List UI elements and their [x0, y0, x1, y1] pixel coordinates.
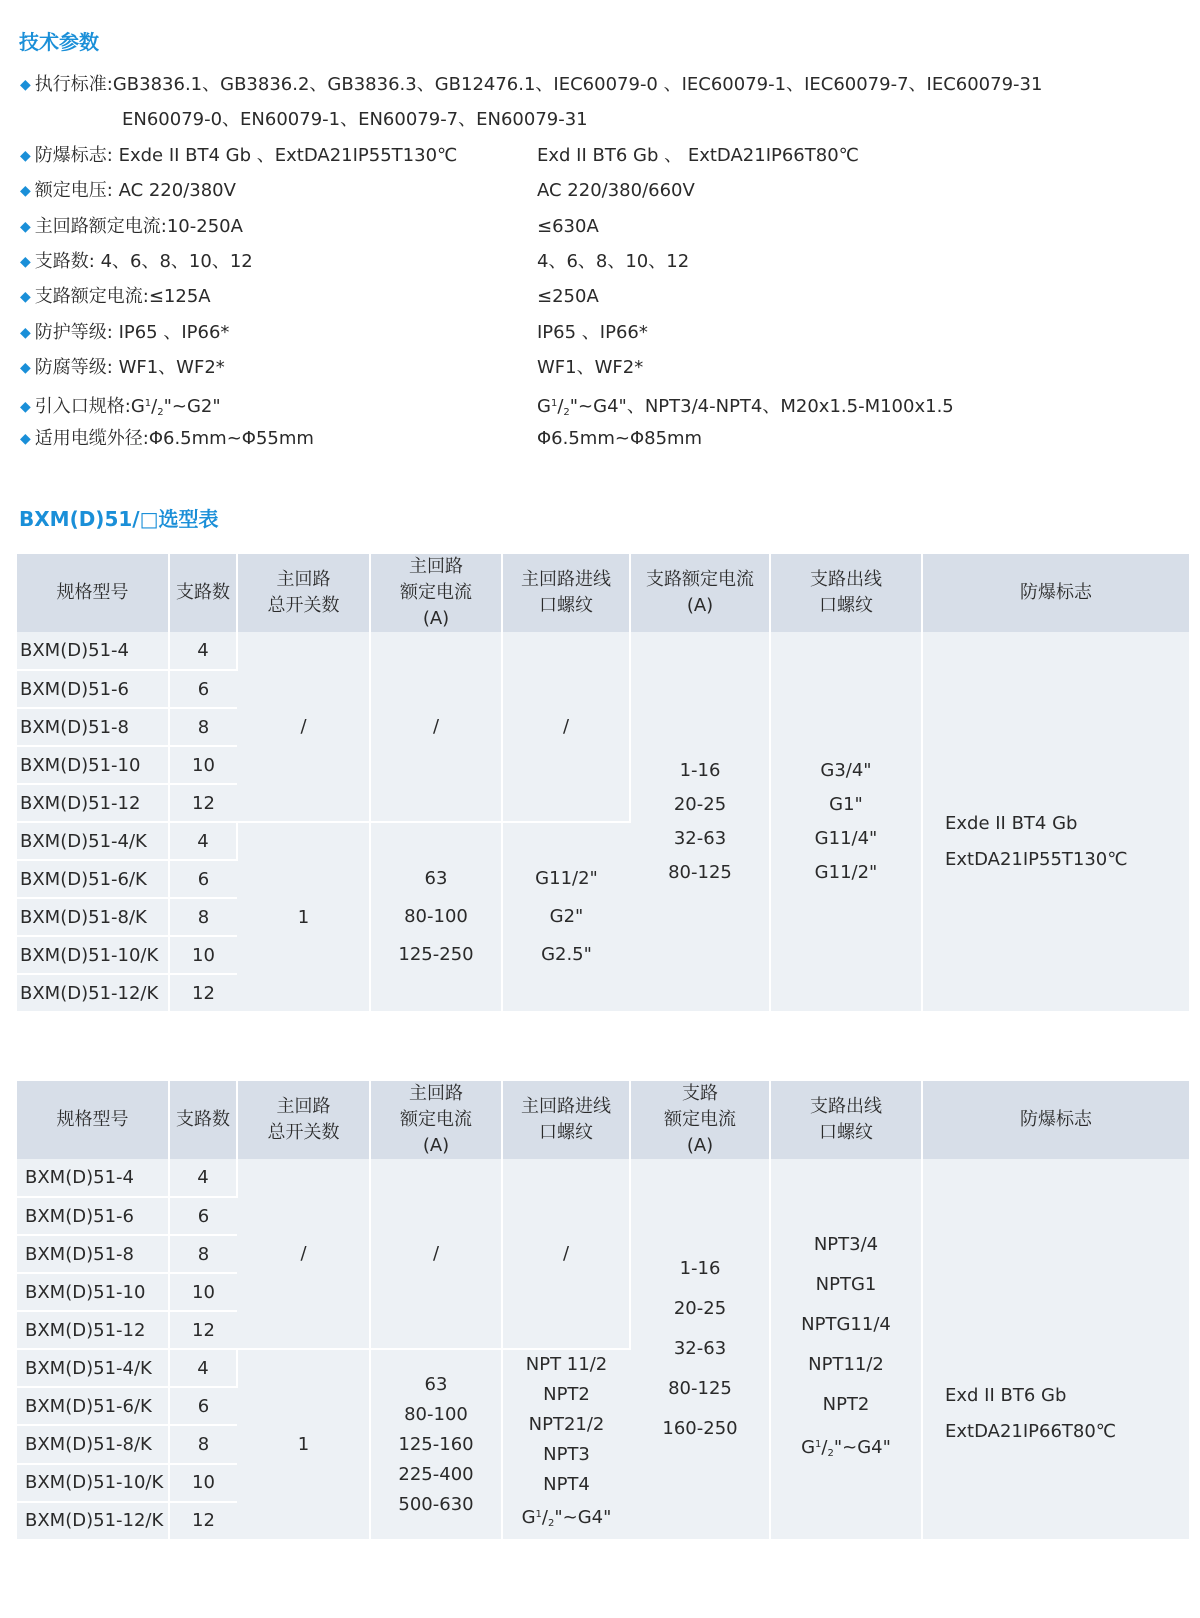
fraction-slash: / — [151, 395, 158, 417]
branch-count-cell: 4 — [169, 1349, 237, 1387]
stacked-value: NPT3/4 — [813, 1233, 879, 1255]
spec-value2: Φ6.5mm~Φ85mm — [537, 427, 703, 449]
fraction-denominator: 2 — [563, 406, 570, 418]
spec-value2: IP65 、IP66* — [537, 321, 648, 343]
model-cell: BXM(D)51-10/K — [17, 936, 169, 974]
stacked-value: NPT 11/2 — [525, 1354, 608, 1375]
spec-label: 主回路额定电流:10-250A — [34, 215, 243, 237]
bullet-diamond-icon: ◆ — [20, 253, 31, 270]
spec-row-standard-cont — [20, 103, 1180, 138]
spec-row — [20, 174, 1180, 209]
fraction-slash: / — [557, 395, 564, 417]
column-header: 支路数 — [169, 554, 237, 632]
stacked-value: G1" — [829, 793, 863, 815]
spec-row — [20, 210, 1180, 245]
spec-value2: Exd II BT6 Gb 、 ExtDA21IP66T80℃ — [537, 144, 859, 166]
model-cell: BXM(D)51-6 — [17, 670, 169, 708]
main-thread-cell — [502, 1349, 630, 1540]
stacked-value: 80-125 — [668, 861, 732, 883]
fraction-denominator: 2 — [547, 1518, 555, 1529]
fraction-pre: G — [801, 1436, 816, 1458]
branch-count-cell: 10 — [169, 746, 237, 784]
spec-row-standard — [20, 68, 1180, 103]
branch-current-cell — [630, 1159, 770, 1540]
merged-cell: / — [237, 1159, 370, 1349]
stacked-value: 160-250 — [662, 1418, 738, 1439]
spec-row — [20, 245, 1180, 280]
model-cell: BXM(D)51-8 — [17, 708, 169, 746]
spec-row-inlet — [20, 387, 1180, 422]
column-header: 规格型号 — [17, 554, 169, 632]
stacked-value-fraction — [503, 1500, 630, 1539]
stacked-value: 63 — [424, 1373, 448, 1395]
spec-row-cable — [20, 422, 1180, 460]
branch-count-cell: 10 — [169, 936, 237, 974]
stacked-value: G2.5" — [541, 944, 592, 965]
branch-count-cell: 6 — [169, 1197, 237, 1235]
fraction-post: "~G4" — [554, 1507, 612, 1528]
fraction-numerator: 1 — [550, 397, 558, 409]
stacked-value: 80-100 — [404, 1403, 468, 1425]
stacked-value: NPT2 — [822, 1393, 870, 1415]
stacked-value: 20-25 — [673, 793, 727, 815]
stacked-value: 1-16 — [679, 1258, 721, 1279]
column-header: 支路 额定电流 (A) — [630, 1081, 770, 1159]
fraction-slash: / — [821, 1436, 828, 1458]
bullet-diamond-icon: ◆ — [20, 360, 31, 377]
model-cell: BXM(D)51-10 — [17, 746, 169, 784]
bullet-diamond-icon: ◆ — [20, 218, 31, 235]
section-title-tech-params: 技术参数 — [19, 30, 99, 54]
merged-cell: / — [502, 632, 630, 822]
spec-row — [20, 316, 1180, 351]
spec-row — [20, 139, 1180, 174]
column-header: 主回路 额定电流 (A) — [370, 554, 502, 632]
stacked-value: Exd II BT6 Gb — [945, 1385, 1067, 1406]
column-header: 主回路进线 口螺纹 — [502, 1081, 630, 1159]
column-header: 规格型号 — [17, 1081, 169, 1159]
branch-count-cell: 10 — [169, 1273, 237, 1311]
model-cell: BXM(D)51-10 — [17, 1273, 169, 1311]
stacked-value: 80-100 — [404, 906, 468, 927]
model-cell: BXM(D)51-8 — [17, 1235, 169, 1273]
spec-value2: G — [537, 395, 551, 417]
stacked-value: ExtDA21IP55T130℃ — [945, 848, 1128, 870]
column-header: 支路出线 口螺纹 — [770, 1081, 922, 1159]
column-header: 防爆标志 — [922, 1081, 1189, 1159]
spec-row — [20, 351, 1180, 386]
fraction-pre: G — [521, 1507, 536, 1528]
spec-label: 适用电缆外径:Φ6.5mm~Φ55mm — [34, 427, 314, 449]
main-switch-count-cell: 1 — [237, 822, 370, 1012]
section-title-selection: BXM(D)51/□选型表 — [19, 507, 219, 531]
branch-count-cell: 12 — [169, 784, 237, 822]
model-cell: BXM(D)51-6/K — [17, 1387, 169, 1425]
branch-count-cell: 6 — [169, 1387, 237, 1425]
stacked-value: NPTG1 — [815, 1273, 877, 1295]
column-header: 主回路 额定电流 (A) — [370, 1081, 502, 1159]
spec-value2: ≤250A — [537, 286, 599, 308]
branch-thread-cell — [770, 632, 922, 1012]
branch-count-cell: 4 — [169, 1159, 237, 1197]
stacked-value: 63 — [424, 868, 448, 889]
model-cell: BXM(D)51-8/K — [17, 1425, 169, 1463]
spec-row — [20, 280, 1180, 315]
stacked-value-fraction — [771, 1425, 921, 1474]
branch-count-cell: 10 — [169, 1464, 237, 1502]
spec-value2: 4、6、8、10、12 — [537, 250, 690, 272]
spec-list — [20, 68, 1180, 460]
branch-count-cell: 4 — [169, 822, 237, 860]
spec-label: 引入口规格:G — [34, 395, 145, 417]
main-current-cell — [370, 822, 502, 1012]
table-row — [17, 632, 1189, 670]
stacked-value: 500-630 — [398, 1493, 474, 1515]
model-cell: BXM(D)51-12 — [17, 784, 169, 822]
column-header: 支路数 — [169, 1081, 237, 1159]
fraction-post: "~G4" — [833, 1436, 891, 1458]
merged-cell: / — [370, 632, 502, 822]
branch-count-cell: 8 — [169, 1425, 237, 1463]
bullet-diamond-icon: ◆ — [20, 147, 31, 164]
stacked-value: Exde II BT4 Gb — [945, 812, 1078, 834]
spec-value2: AC 220/380/660V — [537, 180, 695, 202]
main-current-cell — [370, 1349, 502, 1540]
spec-value2: WF1、WF2* — [537, 357, 644, 379]
column-header: 防爆标志 — [922, 554, 1189, 632]
stacked-value: NPT2 — [543, 1384, 590, 1405]
model-cell: BXM(D)51-12/K — [17, 1502, 169, 1540]
spec-value: "~G2" — [163, 395, 221, 417]
stacked-value: G11/2" — [535, 868, 598, 889]
branch-count-cell: 8 — [169, 1235, 237, 1273]
stacked-value: 20-25 — [673, 1298, 727, 1319]
spec-label: 支路数: 4、6、8、10、12 — [34, 250, 253, 272]
bullet-diamond-icon: ◆ — [20, 430, 31, 447]
stacked-value: 1-16 — [679, 759, 721, 781]
bullet-diamond-icon: ◆ — [20, 183, 31, 200]
stacked-value: 32-63 — [673, 1338, 727, 1359]
stacked-value: NPT21/2 — [528, 1414, 605, 1435]
stacked-value: ExtDA21IP66T80℃ — [945, 1421, 1117, 1442]
column-header: 支路出线 口螺纹 — [770, 554, 922, 632]
spec-value: GB3836.1、GB3836.2、GB3836.3、GB12476.1、IEC60079-0 、IEC60079-1、IEC60079-7、IEC60079-31 — [112, 74, 1043, 95]
bullet-diamond-icon: ◆ — [20, 289, 31, 306]
spec-value-cont: EN60079-0、EN60079-1、EN60079-7、EN60079-31 — [122, 109, 588, 131]
stacked-value: G2" — [549, 906, 584, 927]
column-header: 主回路 总开关数 — [237, 1081, 370, 1159]
fraction-numerator: 1 — [144, 397, 152, 409]
stacked-value: 80-125 — [668, 1378, 732, 1399]
branch-count-cell: 4 — [169, 632, 237, 670]
ex-mark-cell — [922, 632, 1189, 1012]
spec-label: 防腐等级: WF1、WF2* — [34, 357, 225, 379]
fraction-slash: / — [541, 1507, 548, 1528]
model-cell: BXM(D)51-4/K — [17, 822, 169, 860]
merged-cell: / — [502, 1159, 630, 1349]
stacked-value: 225-400 — [398, 1463, 474, 1485]
selection-table-1 — [17, 554, 1189, 1013]
column-header: 主回路 总开关数 — [237, 554, 370, 632]
selection-table-2 — [17, 1081, 1189, 1541]
branch-count-cell: 6 — [169, 670, 237, 708]
fraction-numerator: 1 — [535, 1509, 542, 1520]
stacked-value: G3/4" — [820, 759, 872, 781]
model-cell: BXM(D)51-6/K — [17, 860, 169, 898]
spec-label: 执行标准: — [34, 74, 113, 95]
branch-count-cell: 8 — [169, 898, 237, 936]
branch-count-cell: 12 — [169, 974, 237, 1012]
model-cell: BXM(D)51-4 — [17, 1159, 169, 1197]
merged-cell: / — [370, 1159, 502, 1349]
fraction-numerator: 1 — [815, 1438, 822, 1450]
spec-value2: ≤630A — [537, 215, 599, 237]
spec-label: 防爆标志: Exde II BT4 Gb 、ExtDA21IP55T130℃ — [34, 144, 458, 166]
stacked-value: 125-250 — [398, 944, 474, 965]
main-thread-cell — [502, 822, 630, 1012]
model-cell: BXM(D)51-4/K — [17, 1349, 169, 1387]
fraction-denominator: 2 — [827, 1447, 834, 1459]
bullet-diamond-icon: ◆ — [20, 398, 31, 415]
stacked-value: NPT3 — [543, 1444, 590, 1465]
bullet-diamond-icon: ◆ — [20, 77, 31, 93]
stacked-value: 125-160 — [398, 1433, 474, 1455]
model-cell: BXM(D)51-10/K — [17, 1464, 169, 1502]
stacked-value: G11/2" — [814, 861, 878, 883]
main-switch-count-cell: 1 — [237, 1349, 370, 1540]
model-cell: BXM(D)51-12/K — [17, 974, 169, 1012]
ex-mark-cell — [922, 1159, 1189, 1540]
spec-label: 支路额定电流:≤125A — [34, 286, 211, 308]
merged-cell: / — [237, 632, 370, 822]
column-header: 主回路进线 口螺纹 — [502, 554, 630, 632]
stacked-value: 32-63 — [673, 827, 727, 849]
model-cell: BXM(D)51-6 — [17, 1197, 169, 1235]
branch-count-cell: 8 — [169, 708, 237, 746]
stacked-value: NPT11/2 — [808, 1353, 884, 1375]
fraction-denominator: 2 — [157, 406, 164, 418]
spec-value2: "~G4"、NPT3/4-NPT4、M20x1.5-M100x1.5 — [569, 395, 954, 417]
column-header: 支路额定电流 (A) — [630, 554, 770, 632]
model-cell: BXM(D)51-12 — [17, 1311, 169, 1349]
stacked-value: NPT4 — [543, 1474, 590, 1495]
branch-count-cell: 12 — [169, 1502, 237, 1540]
spec-label: 额定电压: AC 220/380V — [34, 180, 236, 202]
branch-current-cell — [630, 632, 770, 1012]
bullet-diamond-icon: ◆ — [20, 324, 31, 341]
stacked-value: NPTG11/4 — [801, 1313, 891, 1335]
branch-count-cell: 12 — [169, 1311, 237, 1349]
stacked-value: G11/4" — [814, 827, 878, 849]
table-row — [17, 1159, 1189, 1197]
branch-count-cell: 6 — [169, 860, 237, 898]
model-cell: BXM(D)51-4 — [17, 632, 169, 670]
branch-thread-cell — [770, 1159, 922, 1540]
model-cell: BXM(D)51-8/K — [17, 898, 169, 936]
spec-label: 防护等级: IP65 、IP66* — [34, 321, 230, 343]
